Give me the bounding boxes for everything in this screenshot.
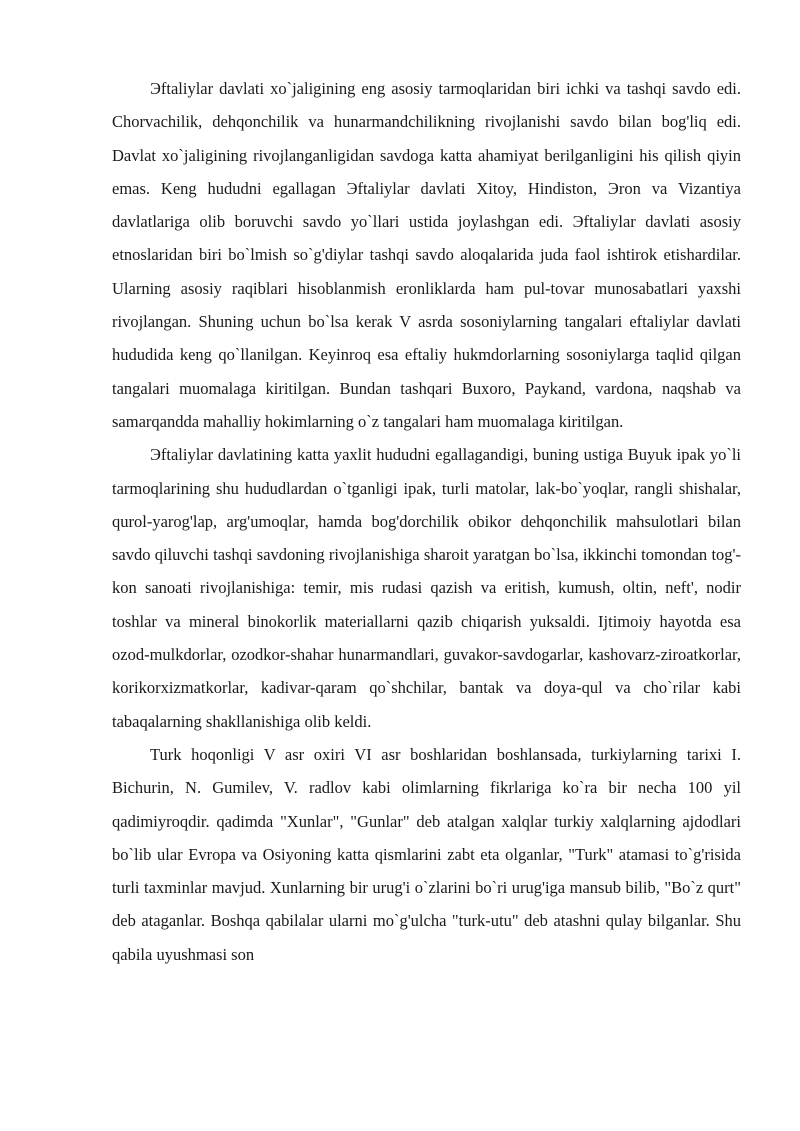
paragraph-turk-khaganate: Turk hoqonligi V asr oxiri VI asr boshlaridan boshlansada, turkiylarning tarixi I. Bichurin, N. Gumilev, V. radlov kabi olimlarning fikrlariga ko`ra bir necha 100 yil qadimiyroqdir. qadimda "Xunlar", "Gunlar" deb atalgan xalqlar turkiy xalqlarning ajdodlari bo`lib ular Evropa va Osiyoning katta qismlarini zabt eta olganlar, "Turk" atamasi to`g'risida turli taxminlar mavjud. Xunlarning bir urug'i o`zlarini bo`ri urug'iga mansub bilib, "Bo`z qurt" deb ataganlar. Boshqa qabilalar ularni mo`g'ulcha "turk-utu" deb atashni qulay bilganlar. Shu qabila uyushmasi son bbox=[112, 744, 741, 964]
paragraph-eftalite-economy: Эftaliylar davlatining katta yaxlit hududni egallagandigi, buning ustiga Buyuk ipak yo`li tarmoqlarining shu hududlardan o`tganligi ipak, turli matolar, lak-bo`yoqlar, rangli shishalar, qurol-yarog'lap, arg'umoqlar, hamda bog'dorchilik obikor dehqonchilik mahsulotlari bilan savdo qiluvchi tashqi savdoning rivojlanishiga sharoit yaratgan bo`lsa, ikkinchi tomondan tog'-kon sanoati rivojlanishiga: temir, mis rudasi qazish va eritish, kumush, oltin, neft', nodir toshlar va mineral binokorlik materiallarni qazib chiqarish yuksaldi. Ijtimoiy hayotda esa ozod-mulkdorlar, ozodkor-shahar hunarmandlari, guvakor-savdogarlar, kashovarz-ziroatkorlar, korikorxizmatkorlar, kadivar-qaram qo`shchilar, bantak va doya-qul va cho`rilar kabi tabaqalarning shakllanishiga olib keldi. bbox=[112, 445, 741, 731]
paragraph-eftalite-trade: Эftaliylar davlati xo`jaligining eng asosiy tarmoqlaridan biri ichki va tashqi savdo edi. Chorvachilik, dehqonchilik va hunarmandchilikning rivojlanishi savdo bilan bog'liq edi. Davlat xo`jaligining rivojlanganligidan savdoga katta ahamiyat berilganligini his qilish qiyin emas. Keng hududni egallagan Эftaliylar davlati Xitoy, Hindiston, Эron va Vizantiya davlatlariga olib boruvchi savdo yo`llari ustida joylashgan edi. Эftaliylar davlati asosiy etnoslaridan biri bo`lmish so`g'diylar tashqi savdo aloqalarida juda faol ishtirok etishardilar. Ularning asosiy raqiblari hisoblanmish eronliklarda ham pul-tovar munosabatlari yaxshi rivojlangan. Shuning uchun bo`lsa kerak V asrda sosoniylarning tangalari eftaliylar davlati hududida keng qo`llanilgan. Keyinroq esa eftaliy hukmdorlarning sosoniylarga taqlid qilgan tangalari muomalaga kiritilgan. Bundan tashqari Buxoro, Paykand, vardona, naqshab va samarqandda mahalliy hokimlarning o`z tangalari ham muomalaga kiritilgan. bbox=[112, 79, 741, 431]
document-page bbox=[112, 72, 741, 971]
